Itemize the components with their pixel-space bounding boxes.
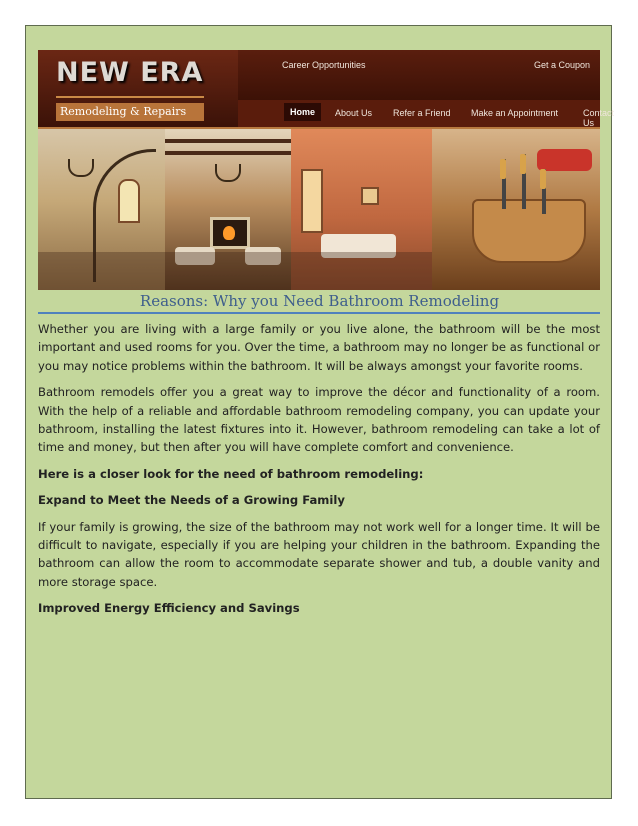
paragraph-intro: Whether you are living with a large family or you live alone, the bathroom will be the most important and used rooms for you. Over the time, a bathroom may no longer be as functional or you may notice problems within the bathroom. It will be always amongst your favorite rooms. xyxy=(38,322,600,373)
logo-divider xyxy=(56,96,204,98)
wall-picture xyxy=(361,187,379,205)
main-nav xyxy=(238,100,615,129)
staircase-photo xyxy=(38,129,165,290)
nav-about-us: About Us xyxy=(335,108,373,118)
logo-subtitle: Remodeling & Repairs xyxy=(56,103,204,121)
tool-belt-icon xyxy=(472,199,586,263)
fire-icon xyxy=(223,226,235,240)
title-underline xyxy=(38,312,600,314)
ceiling-beam xyxy=(165,139,291,143)
window xyxy=(301,169,323,233)
nav-refer-a-friend: Refer a Friend xyxy=(393,108,451,118)
drill-icon xyxy=(537,149,592,171)
chandelier-icon xyxy=(68,159,94,177)
document-page xyxy=(25,25,615,799)
top-links xyxy=(238,50,600,100)
screwdriver-handle xyxy=(500,159,506,179)
article-body xyxy=(38,320,600,626)
screwdriver-handle xyxy=(520,154,526,174)
paragraph-remodels: Bathroom remodels offer you a great way to improve the décor and functionality of a room. With the help of a reliable and affordable bathroom remodeling company, you can update your bathroom, installing the latest fixtures into it. However, bathroom remodeling can take a lot of time and money, but then after you will have complete comfort and convenience. xyxy=(38,385,600,455)
section-heading-growing-family: Expand to Meet the Needs of a Growing Family xyxy=(38,493,345,508)
fireplace xyxy=(210,217,250,249)
get-a-coupon-link: Get a Coupon xyxy=(534,60,591,70)
floor xyxy=(165,252,291,290)
ceiling-beam xyxy=(165,151,291,155)
section-heading-closer-look: Here is a closer look for the need of bathroom remodeling: xyxy=(38,466,424,481)
nav-home: Home xyxy=(284,103,321,121)
page-title: Reasons: Why you Need Bathroom Remodeling xyxy=(139,292,500,310)
floor xyxy=(38,252,165,290)
section-heading-energy: Improved Energy Efficiency and Savings xyxy=(38,601,300,616)
orange-room-photo xyxy=(291,129,432,290)
living-room-photo xyxy=(165,129,291,290)
tool-belt-photo xyxy=(432,129,600,290)
nav-contact-us: Contact Us xyxy=(583,108,615,128)
chisel-handle xyxy=(540,169,546,189)
paragraph-growing-family: If your family is growing, the size of the bathroom may not work well for a longer time. It will be difficult to navigate, especially if you are helping your children in the bathroom. Expanding the bathroom can allow the room to accommodate separate shower and tub, a double vanity and more storage space. xyxy=(38,519,600,589)
nav-make-an-appointment: Make an Appointment xyxy=(471,108,559,118)
arched-window xyxy=(118,179,140,223)
logo-title: NEW ERA xyxy=(56,57,204,88)
career-opportunities-link: Career Opportunities xyxy=(282,60,366,70)
floor xyxy=(291,252,432,290)
chandelier-icon xyxy=(215,164,241,182)
header-banner-image xyxy=(38,50,615,290)
logo xyxy=(38,50,238,129)
